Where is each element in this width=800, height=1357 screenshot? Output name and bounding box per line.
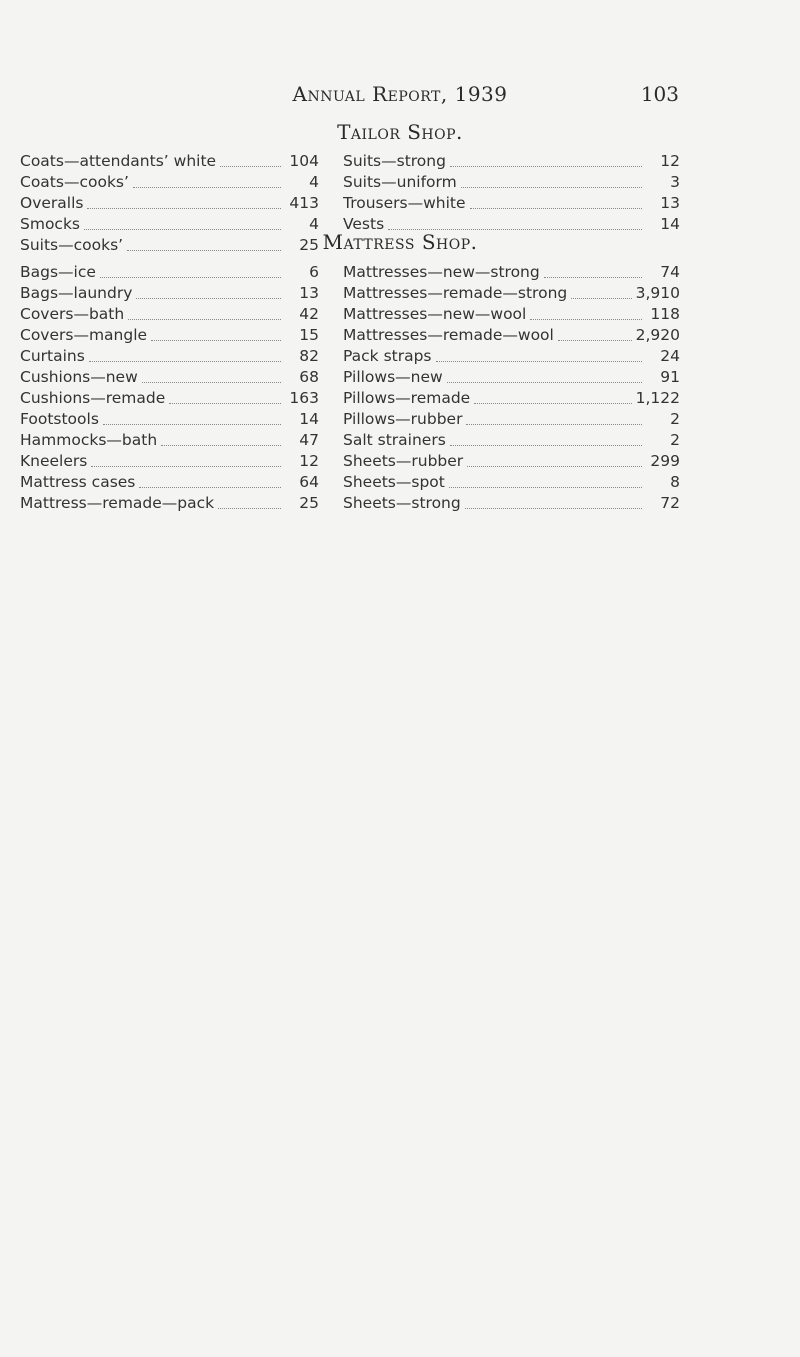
item-label: Mattress cases xyxy=(20,473,136,491)
item-label: Mattress—remade—pack xyxy=(20,494,215,512)
list-item xyxy=(343,430,680,451)
dot-leader xyxy=(530,318,642,320)
item-label: Coats—attendants’ white xyxy=(20,152,217,170)
item-value: 25 xyxy=(299,494,319,512)
running-title: Annual Report, 1939 xyxy=(292,82,508,106)
item-value: 4 xyxy=(309,173,319,191)
item-label: Vests xyxy=(343,215,385,233)
list-item xyxy=(20,430,319,451)
item-value: 14 xyxy=(299,410,319,428)
item-label: Kneelers xyxy=(20,452,88,470)
list-item xyxy=(343,388,680,409)
item-value: 4 xyxy=(309,215,319,233)
dot-leader xyxy=(447,381,642,383)
item-value: 24 xyxy=(660,347,680,365)
dot-leader xyxy=(544,276,642,278)
item-value: 68 xyxy=(299,368,319,386)
item-value: 2,920 xyxy=(635,326,680,344)
item-value: 74 xyxy=(660,263,680,281)
dot-leader xyxy=(169,402,281,404)
item-value: 6 xyxy=(309,263,319,281)
item-value: 91 xyxy=(660,368,680,386)
item-label: Footstools xyxy=(20,410,99,428)
item-label: Cushions—remade xyxy=(20,389,166,407)
dot-leader xyxy=(142,381,281,383)
item-label: Sheets—strong xyxy=(343,494,461,512)
list-item xyxy=(20,346,319,367)
item-label: Mattresses—remade—wool xyxy=(343,326,554,344)
item-value: 299 xyxy=(650,452,680,470)
item-value: 47 xyxy=(299,431,319,449)
dot-leader xyxy=(571,297,631,299)
item-value: 2 xyxy=(670,431,680,449)
tailor-shop-heading: Tailor Shop. xyxy=(337,120,463,144)
item-label: Covers—mangle xyxy=(20,326,148,344)
list-item xyxy=(20,367,319,388)
item-label: Trousers—white xyxy=(343,194,466,212)
dot-leader xyxy=(133,186,281,188)
item-label: Suits—uniform xyxy=(343,173,457,191)
dot-leader xyxy=(100,276,281,278)
item-value: 413 xyxy=(289,194,319,212)
mattress-shop-heading: Mattress Shop. xyxy=(322,230,478,254)
item-label: Curtains xyxy=(20,347,85,365)
dot-leader xyxy=(461,186,642,188)
page-number: 103 xyxy=(640,82,679,106)
dot-leader xyxy=(218,507,281,509)
item-label: Suits—cooks’ xyxy=(20,236,124,254)
list-item xyxy=(20,262,319,283)
item-value: 12 xyxy=(299,452,319,470)
dot-leader xyxy=(467,465,642,467)
list-item xyxy=(343,193,680,214)
list-item xyxy=(343,151,680,172)
item-label: Sheets—spot xyxy=(343,473,445,491)
list-item xyxy=(20,451,319,472)
item-value: 64 xyxy=(299,473,319,491)
dot-leader xyxy=(450,165,642,167)
mattress-shop-list-right xyxy=(343,262,680,514)
list-item xyxy=(343,304,680,325)
dot-leader xyxy=(450,444,642,446)
dot-leader xyxy=(91,465,281,467)
item-label: Smocks xyxy=(20,215,80,233)
item-label: Overalls xyxy=(20,194,84,212)
item-label: Mattresses—remade—strong xyxy=(343,284,568,302)
dot-leader xyxy=(466,423,642,425)
item-value: 42 xyxy=(299,305,319,323)
tailor-shop-list-right xyxy=(343,151,680,235)
item-label: Salt strainers xyxy=(343,431,446,449)
dot-leader xyxy=(220,165,281,167)
list-item xyxy=(343,493,680,514)
item-label: Pillows—rubber xyxy=(343,410,463,428)
item-label: Coats—cooks’ xyxy=(20,173,129,191)
dot-leader xyxy=(470,207,642,209)
dot-leader xyxy=(558,339,632,341)
dot-leader xyxy=(436,360,642,362)
item-value: 14 xyxy=(660,215,680,233)
item-value: 13 xyxy=(660,194,680,212)
list-item xyxy=(343,172,680,193)
item-value: 2 xyxy=(670,410,680,428)
list-item xyxy=(20,304,319,325)
item-value: 25 xyxy=(299,236,319,254)
item-value: 118 xyxy=(650,305,680,323)
dot-leader xyxy=(151,339,281,341)
item-value: 72 xyxy=(660,494,680,512)
list-item xyxy=(20,151,319,172)
dot-leader xyxy=(139,486,281,488)
item-label: Pillows—new xyxy=(343,368,443,386)
dot-leader xyxy=(449,486,642,488)
item-value: 3,910 xyxy=(635,284,680,302)
list-item xyxy=(343,325,680,346)
dot-leader xyxy=(128,318,281,320)
dot-leader xyxy=(474,402,631,404)
list-item xyxy=(20,388,319,409)
item-value: 3 xyxy=(670,173,680,191)
item-value: 13 xyxy=(299,284,319,302)
dot-leader xyxy=(136,297,281,299)
item-label: Bags—ice xyxy=(20,263,96,281)
list-item xyxy=(20,283,319,304)
item-label: Pillows—remade xyxy=(343,389,471,407)
item-value: 15 xyxy=(299,326,319,344)
list-item xyxy=(343,409,680,430)
item-value: 1,122 xyxy=(635,389,680,407)
dot-leader xyxy=(89,360,281,362)
item-value: 12 xyxy=(660,152,680,170)
list-item xyxy=(343,262,680,283)
list-item xyxy=(343,472,680,493)
item-label: Cushions—new xyxy=(20,368,138,386)
list-item xyxy=(343,451,680,472)
item-label: Pack straps xyxy=(343,347,432,365)
list-item xyxy=(20,172,319,193)
item-label: Sheets—rubber xyxy=(343,452,464,470)
list-item xyxy=(20,325,319,346)
dot-leader xyxy=(161,444,281,446)
list-item xyxy=(343,346,680,367)
page-header xyxy=(0,82,800,112)
list-item xyxy=(20,493,319,514)
item-value: 8 xyxy=(670,473,680,491)
mattress-shop-list-left xyxy=(20,262,319,514)
dot-leader xyxy=(103,423,281,425)
list-item xyxy=(20,193,319,214)
item-value: 82 xyxy=(299,347,319,365)
list-item xyxy=(20,472,319,493)
dot-leader xyxy=(465,507,642,509)
list-item xyxy=(343,367,680,388)
item-label: Bags—laundry xyxy=(20,284,133,302)
item-value: 104 xyxy=(289,152,319,170)
item-label: Suits—strong xyxy=(343,152,446,170)
item-label: Hammocks—bath xyxy=(20,431,158,449)
item-label: Mattresses—new—strong xyxy=(343,263,540,281)
dot-leader xyxy=(87,207,281,209)
list-item xyxy=(20,409,319,430)
item-label: Mattresses—new—wool xyxy=(343,305,527,323)
list-item xyxy=(343,283,680,304)
item-value: 163 xyxy=(289,389,319,407)
item-label: Covers—bath xyxy=(20,305,125,323)
